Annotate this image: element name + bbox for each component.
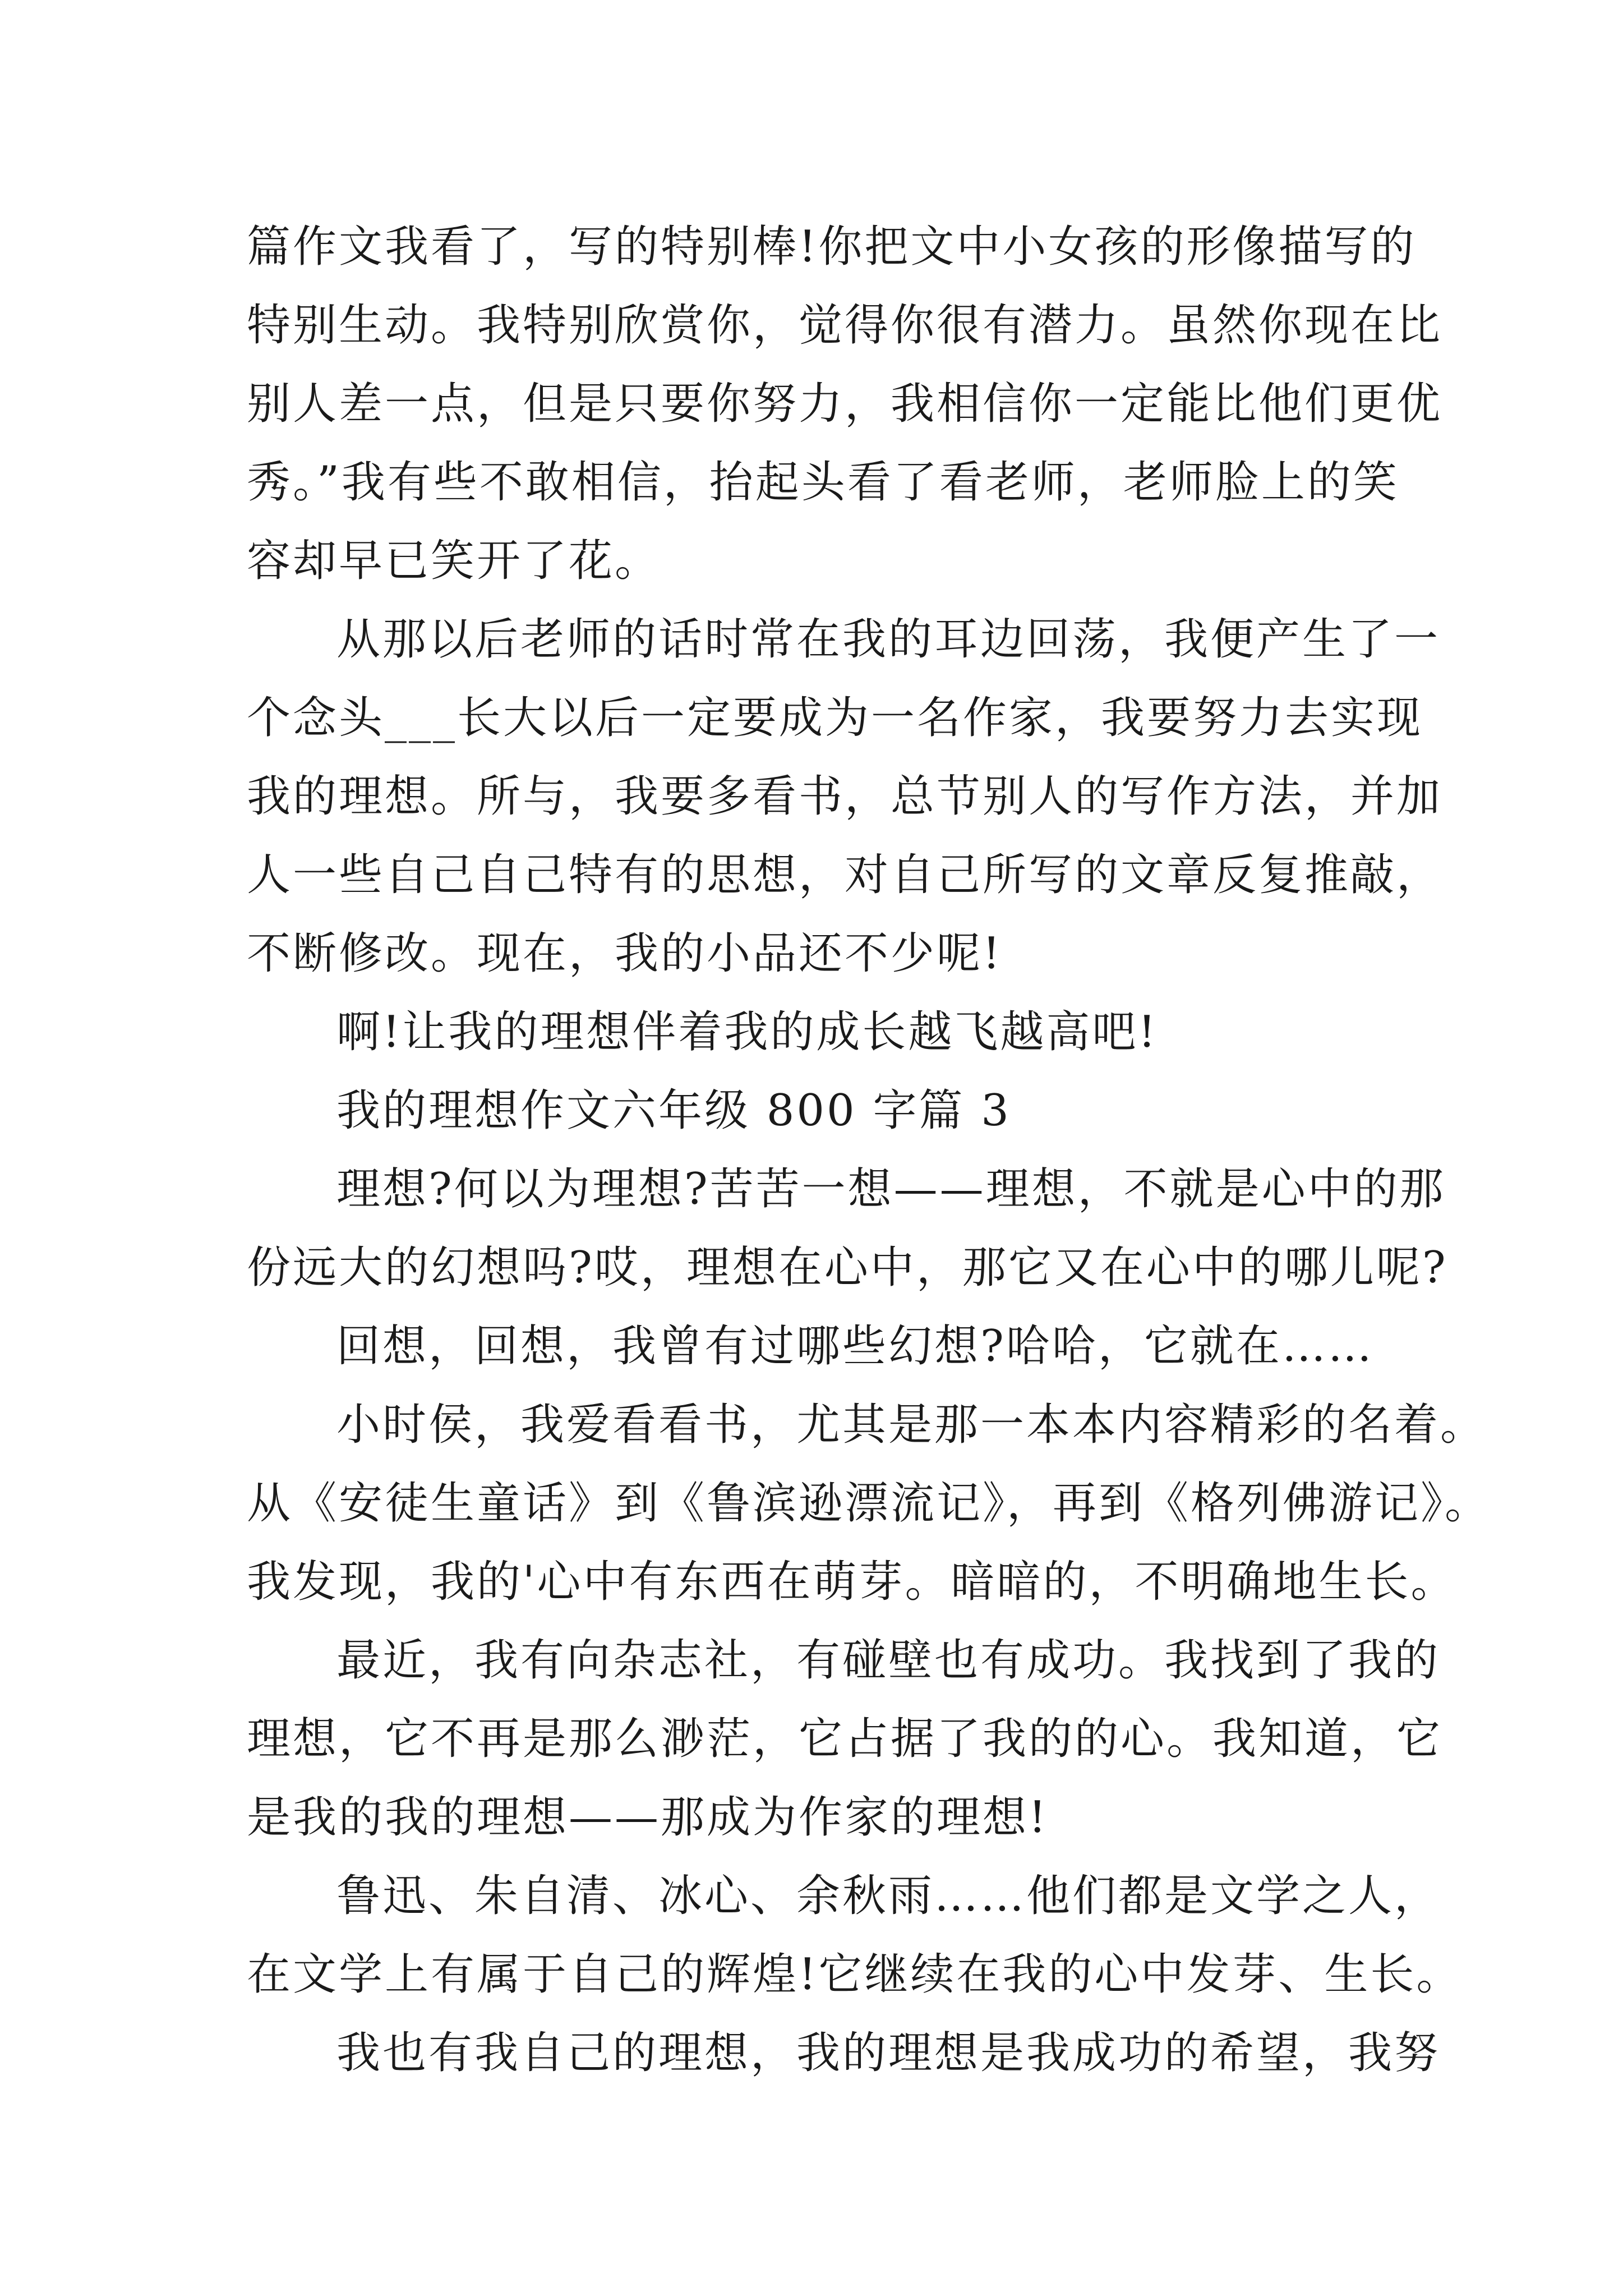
text-line: 从《安徒生童话》到《鲁滨逊漂流记》，再到《格列佛游记》。 — [247, 1478, 1491, 1529]
text-line: 理想，它不再是那么渺茫，它占据了我的的心。我知道，它 — [247, 1714, 1443, 1764]
paragraph-start-line: 回想，回想，我曾有过哪些幻想?哈哈，它就在…… — [336, 1321, 1374, 1372]
text-line: 别人差一点，但是只要你努力，我相信你一定能比他们更优 — [247, 379, 1443, 429]
text-line: 份远大的幻想吗?哎，理想在心中，那它又在心中的哪儿呢? — [247, 1243, 1448, 1293]
paragraph-start-line: 从那以后老师的话时常在我的耳边回荡，我便产生了一 — [336, 614, 1441, 665]
paragraph-start-line: 理想?何以为理想?苦苦一想——理想，不就是心中的那 — [336, 1164, 1446, 1214]
paragraph-start-line: 啊!让我的理想伴着我的成长越飞越高吧! — [336, 1007, 1158, 1057]
text-line: 秀。”我有些不敢相信，抬起头看了看老师，老师脸上的笑 — [247, 457, 1399, 508]
text-line: 人一些自己自己特有的思想，对自己所写的文章反复推敲， — [247, 850, 1443, 900]
text-line: 容却早已笑开了花。 — [247, 536, 661, 586]
paragraph-start-line: 鲁迅、朱自清、冰心、余秋雨……他们都是文学之人， — [336, 1871, 1441, 1921]
paragraph-start-line: 我也有我自己的理想，我的理想是我成功的希望，我努 — [336, 2028, 1441, 2078]
text-line: 不断修改。现在，我的小品还不少呢! — [247, 928, 1003, 979]
text-line: 是我的我的理想——那成为作家的理想! — [247, 1792, 1049, 1843]
section-heading: 我的理想作文六年级 800 字篇 3 — [336, 1085, 1011, 1136]
text-line: 我发现，我的'心中有东西在萌芽。暗暗的，不明确地生长。 — [247, 1557, 1457, 1607]
text-line: 篇作文我看了，写的特别棒!你把文中小女孩的形像描写的 — [247, 222, 1417, 272]
text-line: 在文学上有属于自己的辉煌!它继续在我的心中发芽、生长。 — [247, 1949, 1463, 2000]
text-line: 我的理想。所与，我要多看书，总节别人的写作方法，并加 — [247, 771, 1443, 822]
paragraph-start-line: 最近，我有向杂志社，有碰壁也有成功。我找到了我的 — [336, 1635, 1441, 1686]
document-body — [247, 208, 1491, 2092]
text-line: 特别生动。我特别欣赏你，觉得你很有潜力。虽然你现在比 — [247, 300, 1443, 351]
paragraph-start-line: 小时侯，我爱看看书，尤其是那一本本内容精彩的名着。 — [336, 1400, 1487, 1450]
text-line: 个念头___长大以后一定要成为一名作家，我要努力去实现 — [247, 693, 1423, 743]
